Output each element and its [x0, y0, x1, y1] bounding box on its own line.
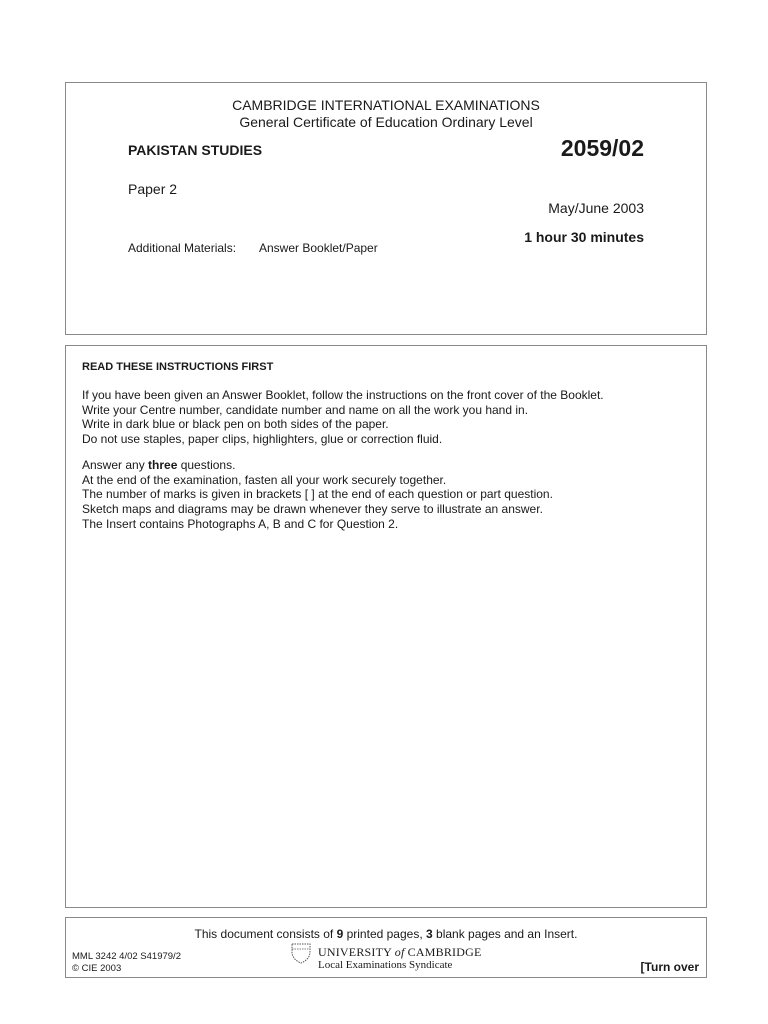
instruction-line: The number of marks is given in brackets [ ] at the end of each question or part question.: [82, 487, 553, 502]
instruction-line: The Insert contains Photographs A, B and C for Question 2.: [82, 516, 399, 531]
answer-instruction: [82, 458, 553, 473]
footer-box: [65, 917, 707, 978]
instruction-line: At the end of the examination, fasten all your work securely together.: [82, 472, 447, 487]
cambridge-crest-icon: [290, 942, 312, 964]
university-of: of: [394, 945, 405, 959]
university-name: [318, 945, 482, 960]
materials-label: Additional Materials:: [128, 241, 237, 255]
exam-session: May/June 2003: [548, 200, 644, 216]
copyright: © CIE 2003: [72, 963, 122, 974]
university-suffix: CAMBRIDGE: [404, 945, 482, 959]
pages-middle: printed pages,: [343, 927, 426, 941]
answer-prefix: Answer any: [82, 458, 149, 472]
turn-over-label: [Turn over: [640, 960, 699, 974]
pages-suffix: blank pages and an Insert.: [432, 927, 578, 941]
answer-count: three: [148, 458, 178, 472]
exam-header-box: [65, 82, 707, 335]
instruction-line: Write your Centre number, candidate number and name on all the work you hand in.: [82, 402, 529, 417]
subject-title: PAKISTAN STUDIES: [128, 142, 263, 158]
printed-page-count: 9: [336, 927, 344, 941]
answer-suffix: questions.: [177, 458, 236, 472]
qualification: General Certificate of Education Ordinary Level: [239, 114, 533, 130]
exam-duration: 1 hour 30 minutes: [524, 229, 644, 245]
instructions-box: [65, 345, 707, 908]
document-reference: MML 3242 4/02 S41979/2: [72, 951, 181, 962]
syndicate-name: Local Examinations Syndicate: [318, 959, 453, 971]
pages-prefix: This document consists of: [194, 927, 337, 941]
instructions-group-2: [82, 458, 553, 532]
university-prefix: UNIVERSITY: [318, 945, 395, 959]
instructions-group-1: [82, 388, 604, 447]
instruction-line: If you have been given an Answer Booklet, follow the instructions on the front cover of the Booklet.: [82, 388, 604, 402]
paper-number: Paper 2: [128, 181, 178, 197]
page-count-statement: [66, 927, 706, 941]
syllabus-code: 2059/02: [560, 135, 644, 161]
materials-value: Answer Booklet/Paper: [259, 241, 378, 255]
blank-page-count: 3: [426, 927, 433, 941]
exam-board: CAMBRIDGE INTERNATIONAL EXAMINATIONS: [232, 97, 540, 113]
instruction-line: Sketch maps and diagrams may be drawn whenever they serve to illustrate an answer.: [82, 502, 543, 517]
instruction-line: Write in dark blue or black pen on both sides of the paper.: [82, 417, 389, 432]
instruction-line: Do not use staples, paper clips, highlighters, glue or correction fluid.: [82, 432, 443, 447]
instructions-heading: READ THESE INSTRUCTIONS FIRST: [82, 361, 274, 373]
